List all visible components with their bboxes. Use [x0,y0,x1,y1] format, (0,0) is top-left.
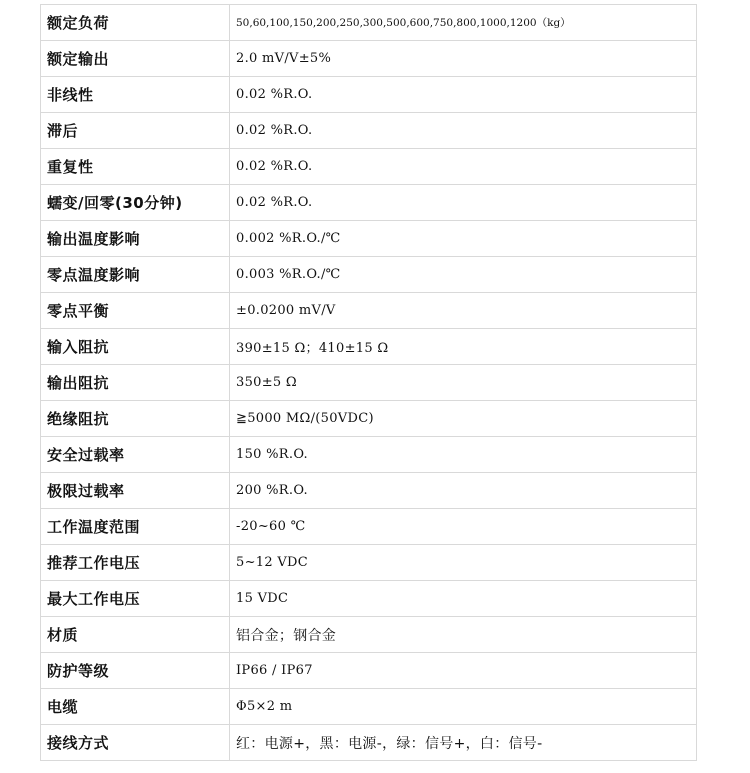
spec-row-protection-class [41,653,697,689]
spec-value: 0.003 %R.O./℃ [230,257,697,293]
spec-row-zero-balance [41,293,697,329]
spec-row-rated-output [41,41,697,77]
spec-table [40,4,697,761]
spec-label: 推荐工作电压 [41,545,230,581]
spec-label: 工作温度范围 [41,509,230,545]
spec-label: 滞后 [41,113,230,149]
spec-value: 350±5 Ω [230,365,697,401]
spec-row-material [41,617,697,653]
spec-value: 5~12 VDC [230,545,697,581]
spec-value: 红：电源+，黑：电源-，绿：信号+，白：信号- [230,725,697,761]
spec-label: 绝缘阻抗 [41,401,230,437]
spec-label: 最大工作电压 [41,581,230,617]
spec-value: 200 %R.O. [230,473,697,509]
spec-label: 额定输出 [41,41,230,77]
spec-value: 0.02 %R.O. [230,149,697,185]
spec-label: 输入阻抗 [41,329,230,365]
spec-label: 极限过载率 [41,473,230,509]
spec-label: 零点温度影响 [41,257,230,293]
spec-row-cable [41,689,697,725]
spec-label: 电缆 [41,689,230,725]
spec-label: 重复性 [41,149,230,185]
spec-label: 输出阻抗 [41,365,230,401]
spec-value: ±0.0200 mV/V [230,293,697,329]
spec-row-output-temp-effect [41,221,697,257]
spec-row-wiring [41,725,697,761]
spec-row-creep [41,185,697,221]
spec-row-output-impedance [41,365,697,401]
spec-value: 50,60,100,150,200,250,300,500,600,750,800,1000,1200（kg） [230,5,697,41]
spec-row-operating-temp-range [41,509,697,545]
spec-value: 铝合金；钢合金 [230,617,697,653]
spec-row-recommended-voltage [41,545,697,581]
spec-label: 输出温度影响 [41,221,230,257]
spec-row-max-voltage [41,581,697,617]
spec-value: 390±15 Ω；410±15 Ω [230,329,697,365]
spec-label: 防护等级 [41,653,230,689]
spec-row-hysteresis [41,113,697,149]
spec-value: 0.02 %R.O. [230,113,697,149]
spec-value: -20~60 ℃ [230,509,697,545]
spec-label: 安全过载率 [41,437,230,473]
spec-value: 15 VDC [230,581,697,617]
spec-row-nonlinearity [41,77,697,113]
spec-value: 150 %R.O. [230,437,697,473]
spec-value: 2.0 mV/V±5% [230,41,697,77]
spec-row-ultimate-overload [41,473,697,509]
spec-row-zero-temp-effect [41,257,697,293]
spec-label: 非线性 [41,77,230,113]
spec-row-input-impedance [41,329,697,365]
spec-value: ≧5000 MΩ/(50VDC) [230,401,697,437]
spec-value: IP66 / IP67 [230,653,697,689]
spec-value: 0.002 %R.O./℃ [230,221,697,257]
spec-label: 接线方式 [41,725,230,761]
spec-row-repeatability [41,149,697,185]
spec-row-rated-load [41,5,697,41]
spec-label: 零点平衡 [41,293,230,329]
spec-value: Φ5×2 m [230,689,697,725]
spec-value: 0.02 %R.O. [230,77,697,113]
spec-label: 材质 [41,617,230,653]
spec-row-safe-overload [41,437,697,473]
spec-row-insulation-impedance [41,401,697,437]
spec-value: 0.02 %R.O. [230,185,697,221]
spec-label: 蠕变/回零(30分钟) [41,185,230,221]
spec-label: 额定负荷 [41,5,230,41]
